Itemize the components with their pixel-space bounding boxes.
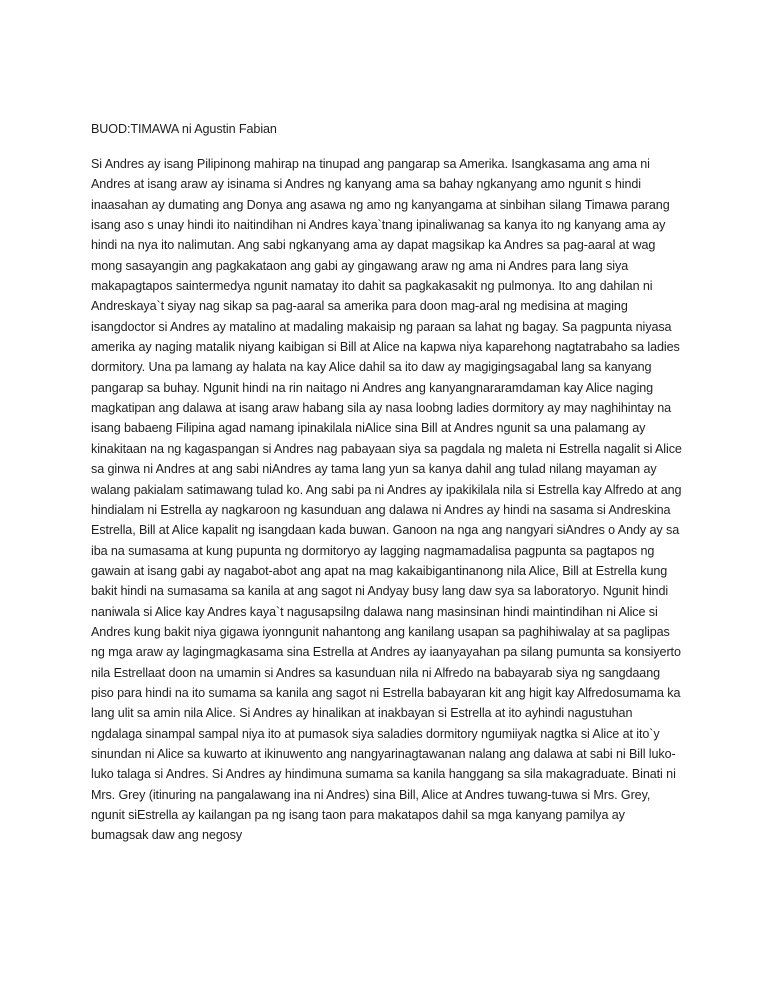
document-content <box>91 119 683 846</box>
document-title: BUOD:TIMAWA ni Agustin Fabian <box>91 122 277 136</box>
document-body-paragraph: Si Andres ay isang Pilipinong mahirap na tinupad ang pangarap sa Amerika. Isangkasama ang ama ni Andres at isang araw ay isinama si Andres ng kanyang ama sa bahay ngkanyang amo ngunit s hindi inaasahan ay dumating ang Donya ang asawa ng amo ng kanyangama at sinbihan silang Timawa parang isang aso s unay hindi ito naitindihan ni Andres kaya`tnang ipinaliwanag sa kanya ito ng kanyang ama ay hindi na nya ito nalimutan. Ang sabi ngkanyang ama ay dapat magsikap ka Andres sa pag-aaral at wag mong sasayangin ang pagkakataon ang gabi ay gingawang araw ng ama ni Andres para lang siya makapagtapos saintermedya ngunit namatay ito dahit sa pagkakasakit ng pulmonya. Ito ang dahilan ni Andreskaya`t siyay nag sikap sa pag-aaral sa amerika para doon mag-aral ng medisina at maging isangdoctor si Andres ay matalino at madaling makaisip ng paraan sa lahat ng bagay. Sa pagpunta niyasa amerika ay naging matalik niyang kaibigan si Bill at Alice na kapwa niya kaparehong nagtatrabaho sa ladies dormitory. Una pa lamang ay halata na kay Alice dahil sa ito daw ay magigingsagabal lang sa kanyang pangarap sa buhay. Ngunit hindi na rin naitago ni Andres ang kanyangnararamdaman kay Alice naging magkatipan ang dalawa at isang araw habang sila ay nasa loobng ladies dormitory ay may naghihintay na isang babaeng Filipina agad namang ipinakilala niAlice sina Bill at Andres ngunit sa una palamang ay kinakitaan na ng kagaspangan si Andres nag pabayaan siya sa pagdala ng maleta ni Estrella nagalit si Alice sa ginwa ni Andres at ang sabi niAndres ay tama lang yun sa kanya dahil ang tulad nilang mayaman ay walang pakialam satimawang tulad ko. Ang sabi pa ni Andres ay ipakikilala nila si Estrella kay Alfredo at ang hindialam ni Estrella ay nagkaroon ng kasunduan ang dalawa ni Andres ay hindi na sasama si Andreskina Estrella, Bill at Alice kapalit ng isangdaan kada buwan. Ganoon na nga ang nangyari siAndres o Andy ay sa iba na sumasama at kung pupunta ng dormitoryo ay lagging nagmamadalisa pagpunta sa pagtapos ng gawain at isang gabi ay nagabot-abot ang apat na mag kakaibigantinanong nila Alice, Bill at Estrella kung bakit hindi na sumasama sa kanila at ang sagot ni Andyay busy lang daw sya sa laboratoryo. Ngunit hindi naniwala si Alice kay Andres kaya`t nagusapsilng dalawa nang masinsinan hindi maintindihan ni Alice si Andres kung bakit niya gigawa iyonngunit nahantong ang kanilang usapan sa paghihiwalay at sa paglipas ng mga araw ay lagingmagkasama sina Estrella at Andres ay iaanyayahan pa silang pumunta sa konsiyerto nila Estrellaat doon na umamin si Andres sa kasunduan nila ni Alfredo na babayarab siya ng sangdaang piso para hindi na ito sumama sa kanila ang sagot ni Estrella babayaran kit ang higit kay Alfredosumama ka lang ulit sa amin nila Alice. Si Andres ay hinalikan at inakbayan si Estrella at ito ayhindi nagustuhan ngdalaga sinampal sampal niya ito at pumasok siya saladies dormitory ngumiiyak nagtka si Alice at ito`y sinundan ni Alice sa kuwarto at ikinuwento ang nangyarinagtawanan nalang ang dalawa at sabi ni Bill luko-luko talaga si Andres. Si Andres ay hindimuna sumama sa kanila hanggang sa sila makagraduate. Binati ni Mrs. Grey (itinuring na pangalawang ina ni Andres) sina Bill, Alice at Andres tuwang-tuwa si Mrs. Grey, ngunit siEstrella ay kailangan pa ng isang taon para makatapos dahil sa mga kanyang pamilya ay bumagsak daw ang negosy <box>91 157 682 843</box>
